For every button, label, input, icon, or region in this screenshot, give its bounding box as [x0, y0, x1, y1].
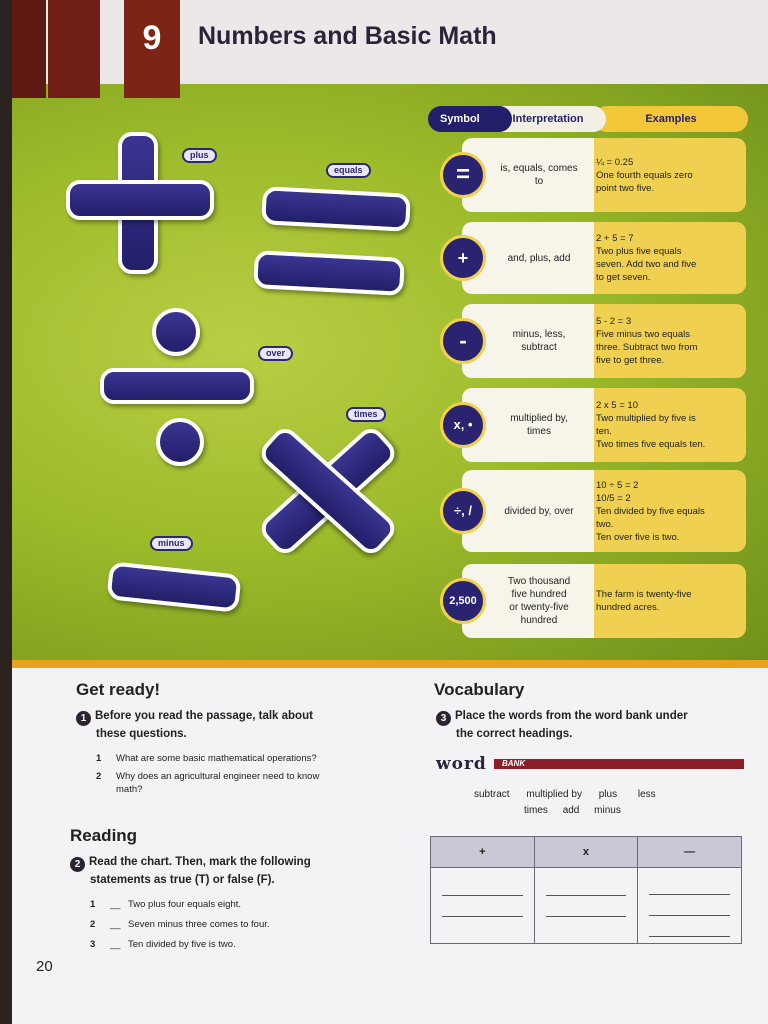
interpretation-line: multiplied by, [510, 413, 568, 424]
header-symbol: Symbol [428, 106, 512, 132]
instruction-line: Before you read the passage, talk about [95, 710, 313, 722]
statement-text: Ten divided by five is two. [128, 939, 236, 950]
statement-number: 1 [90, 899, 96, 910]
example-cell [586, 138, 746, 212]
word-item: minus [594, 805, 621, 816]
interpretation-line: divided by, over [504, 505, 574, 517]
get-ready-instruction [76, 708, 396, 742]
divide-symbol-bar [100, 368, 254, 404]
word-bank-row-1 [474, 789, 656, 800]
example-cell [586, 388, 746, 462]
chart-row [436, 564, 746, 638]
symbol-badge: = [440, 152, 486, 198]
interpretation-line: hundred [520, 615, 558, 626]
interpretation-line: five hundred [511, 589, 567, 600]
column-header-plus: + [431, 837, 535, 868]
instruction-line: Read the chart. Then, mark the following [89, 856, 311, 868]
step-badge: 3 [436, 711, 451, 726]
example-text [596, 156, 742, 195]
word-bank-tag: BANK [502, 759, 526, 768]
column-header-minus: — [638, 837, 742, 868]
interpretation-text [484, 575, 594, 627]
interpretation-text [484, 252, 594, 265]
word-item: less [637, 789, 656, 800]
word-bank-bar [494, 759, 744, 769]
equals-symbol-top [261, 186, 411, 232]
example-text [596, 315, 742, 367]
answer-cell[interactable] [638, 868, 742, 944]
symbol-badge: + [440, 235, 486, 281]
interpretation-line: is, equals, comes [500, 163, 578, 174]
header-examples: Examples [594, 106, 748, 132]
word-item: add [562, 805, 580, 816]
question-number: 2 [96, 771, 102, 782]
interpretation-line: subtract [521, 342, 557, 353]
interpretation-text [484, 328, 594, 354]
example-line: The farm is twenty-five [596, 589, 692, 600]
question-text: math? [116, 784, 143, 795]
example-text [596, 232, 742, 284]
statement-number: 2 [90, 919, 96, 930]
reading-title: Reading [70, 826, 138, 845]
chart-row [436, 304, 746, 378]
reading-instruction [70, 854, 390, 888]
word-bank-logo: word [436, 754, 487, 774]
example-line: point two five. [596, 182, 655, 194]
step-badge: 2 [70, 857, 85, 872]
example-line: ten. [596, 426, 612, 437]
example-cell [586, 222, 746, 294]
example-line: Five minus two equals [596, 329, 690, 340]
example-cell [586, 564, 746, 638]
instruction-line: the correct headings. [456, 728, 573, 740]
question-text: Why does an agricultural engineer need to know [116, 771, 320, 782]
vocabulary-title: Vocabulary [434, 680, 525, 699]
vocabulary-table [430, 836, 742, 944]
example-line: Ten over five is two. [596, 531, 680, 543]
divider-line [12, 660, 768, 668]
example-line: 2 x 5 = 10 [596, 400, 638, 411]
answer-blank[interactable]: __ [110, 939, 121, 950]
statement-text: Two plus four equals eight. [128, 899, 242, 910]
vocabulary-instruction [436, 708, 756, 742]
interpretation-line: or twenty-five [509, 602, 569, 613]
question-number: 1 [96, 753, 102, 764]
word-item: plus [598, 789, 618, 800]
chart-row [436, 138, 746, 212]
instruction-line: these questions. [96, 728, 187, 740]
symbol-badge: ÷, / [440, 488, 486, 534]
chart-row [436, 388, 746, 462]
interpretation-line: minus, less, [512, 329, 566, 340]
example-line: 5 - 2 = 3 [596, 316, 632, 327]
question-text: What are some basic mathematical operations? [116, 753, 317, 764]
example-text [596, 479, 742, 544]
answer-blank[interactable]: __ [110, 899, 121, 910]
label-over: over [258, 346, 293, 361]
example-line: Two times five equals ten. [596, 439, 706, 450]
example-line: Two multiplied by five is [596, 413, 696, 424]
example-line: five to get three. [596, 355, 665, 366]
interpretation-text [484, 162, 594, 188]
instruction-line: Place the words from the word bank under [455, 710, 688, 722]
statement-text: Seven minus three comes to four. [128, 919, 270, 930]
example-cell [586, 470, 746, 552]
interpretation-text [484, 412, 594, 438]
symbol-badge: x, • [440, 402, 486, 448]
example-line: three. Subtract two from [596, 342, 698, 353]
equals-symbol-bottom [253, 250, 405, 296]
example-line: Two plus five equals [596, 246, 682, 257]
plus-symbol-horizontal [66, 180, 214, 220]
interpretation-line: to [534, 176, 544, 187]
header-interpretation: Interpretation [490, 106, 606, 132]
symbol-badge: - [440, 318, 486, 364]
interpretation-text [484, 505, 594, 518]
get-ready-title: Get ready! [76, 680, 161, 699]
example-line: ¼ = 0.25 [596, 156, 634, 168]
word-bank-banner [436, 754, 746, 778]
interpretation-line: and, plus, add [507, 252, 571, 264]
answer-cell[interactable] [534, 868, 638, 944]
interpretation-line: times [527, 426, 551, 437]
example-line: One fourth equals zero [596, 169, 693, 181]
step-badge: 1 [76, 711, 91, 726]
example-line: hundred acres. [596, 602, 660, 613]
example-text [596, 399, 742, 451]
chapter-tab-2 [48, 0, 100, 98]
textbook-page [12, 0, 768, 1024]
answer-blank[interactable]: __ [110, 919, 121, 930]
word-bank-row-2 [524, 805, 621, 816]
example-text [596, 588, 742, 614]
page-number: 20 [36, 958, 53, 975]
example-line: Ten divided by five equals [596, 505, 705, 517]
label-plus: plus [182, 148, 217, 163]
divide-symbol-bottom-dot [156, 418, 204, 466]
example-line: seven. Add two and five [596, 259, 697, 270]
statement-number: 3 [90, 939, 96, 950]
chapter-title: Numbers and Basic Math [198, 22, 497, 50]
answer-cell[interactable] [431, 868, 535, 944]
column-header-times: x [534, 837, 638, 868]
example-line: to get seven. [596, 272, 651, 283]
label-minus: minus [150, 536, 193, 551]
chart-row [436, 222, 746, 294]
word-item: multiplied by [526, 789, 582, 800]
divide-symbol-top-dot [152, 308, 200, 356]
example-line: two. [596, 518, 614, 530]
example-cell [586, 304, 746, 378]
chapter-tab-1 [12, 0, 46, 98]
instruction-line: statements as true (T) or false (F). [90, 874, 275, 886]
chapter-number: 9 [142, 19, 162, 57]
label-times: times [346, 407, 386, 422]
interpretation-line: Two thousand [507, 576, 571, 587]
symbol-badge: 2,500 [440, 578, 486, 624]
example-line: 10 ÷ 5 = 2 [596, 479, 639, 491]
example-line: 10/5 = 2 [596, 492, 631, 504]
chart-row [436, 470, 746, 552]
label-equals: equals [326, 163, 371, 178]
example-line: 2 + 5 = 7 [596, 233, 634, 244]
word-item: subtract [474, 789, 510, 800]
word-item: times [524, 805, 548, 816]
